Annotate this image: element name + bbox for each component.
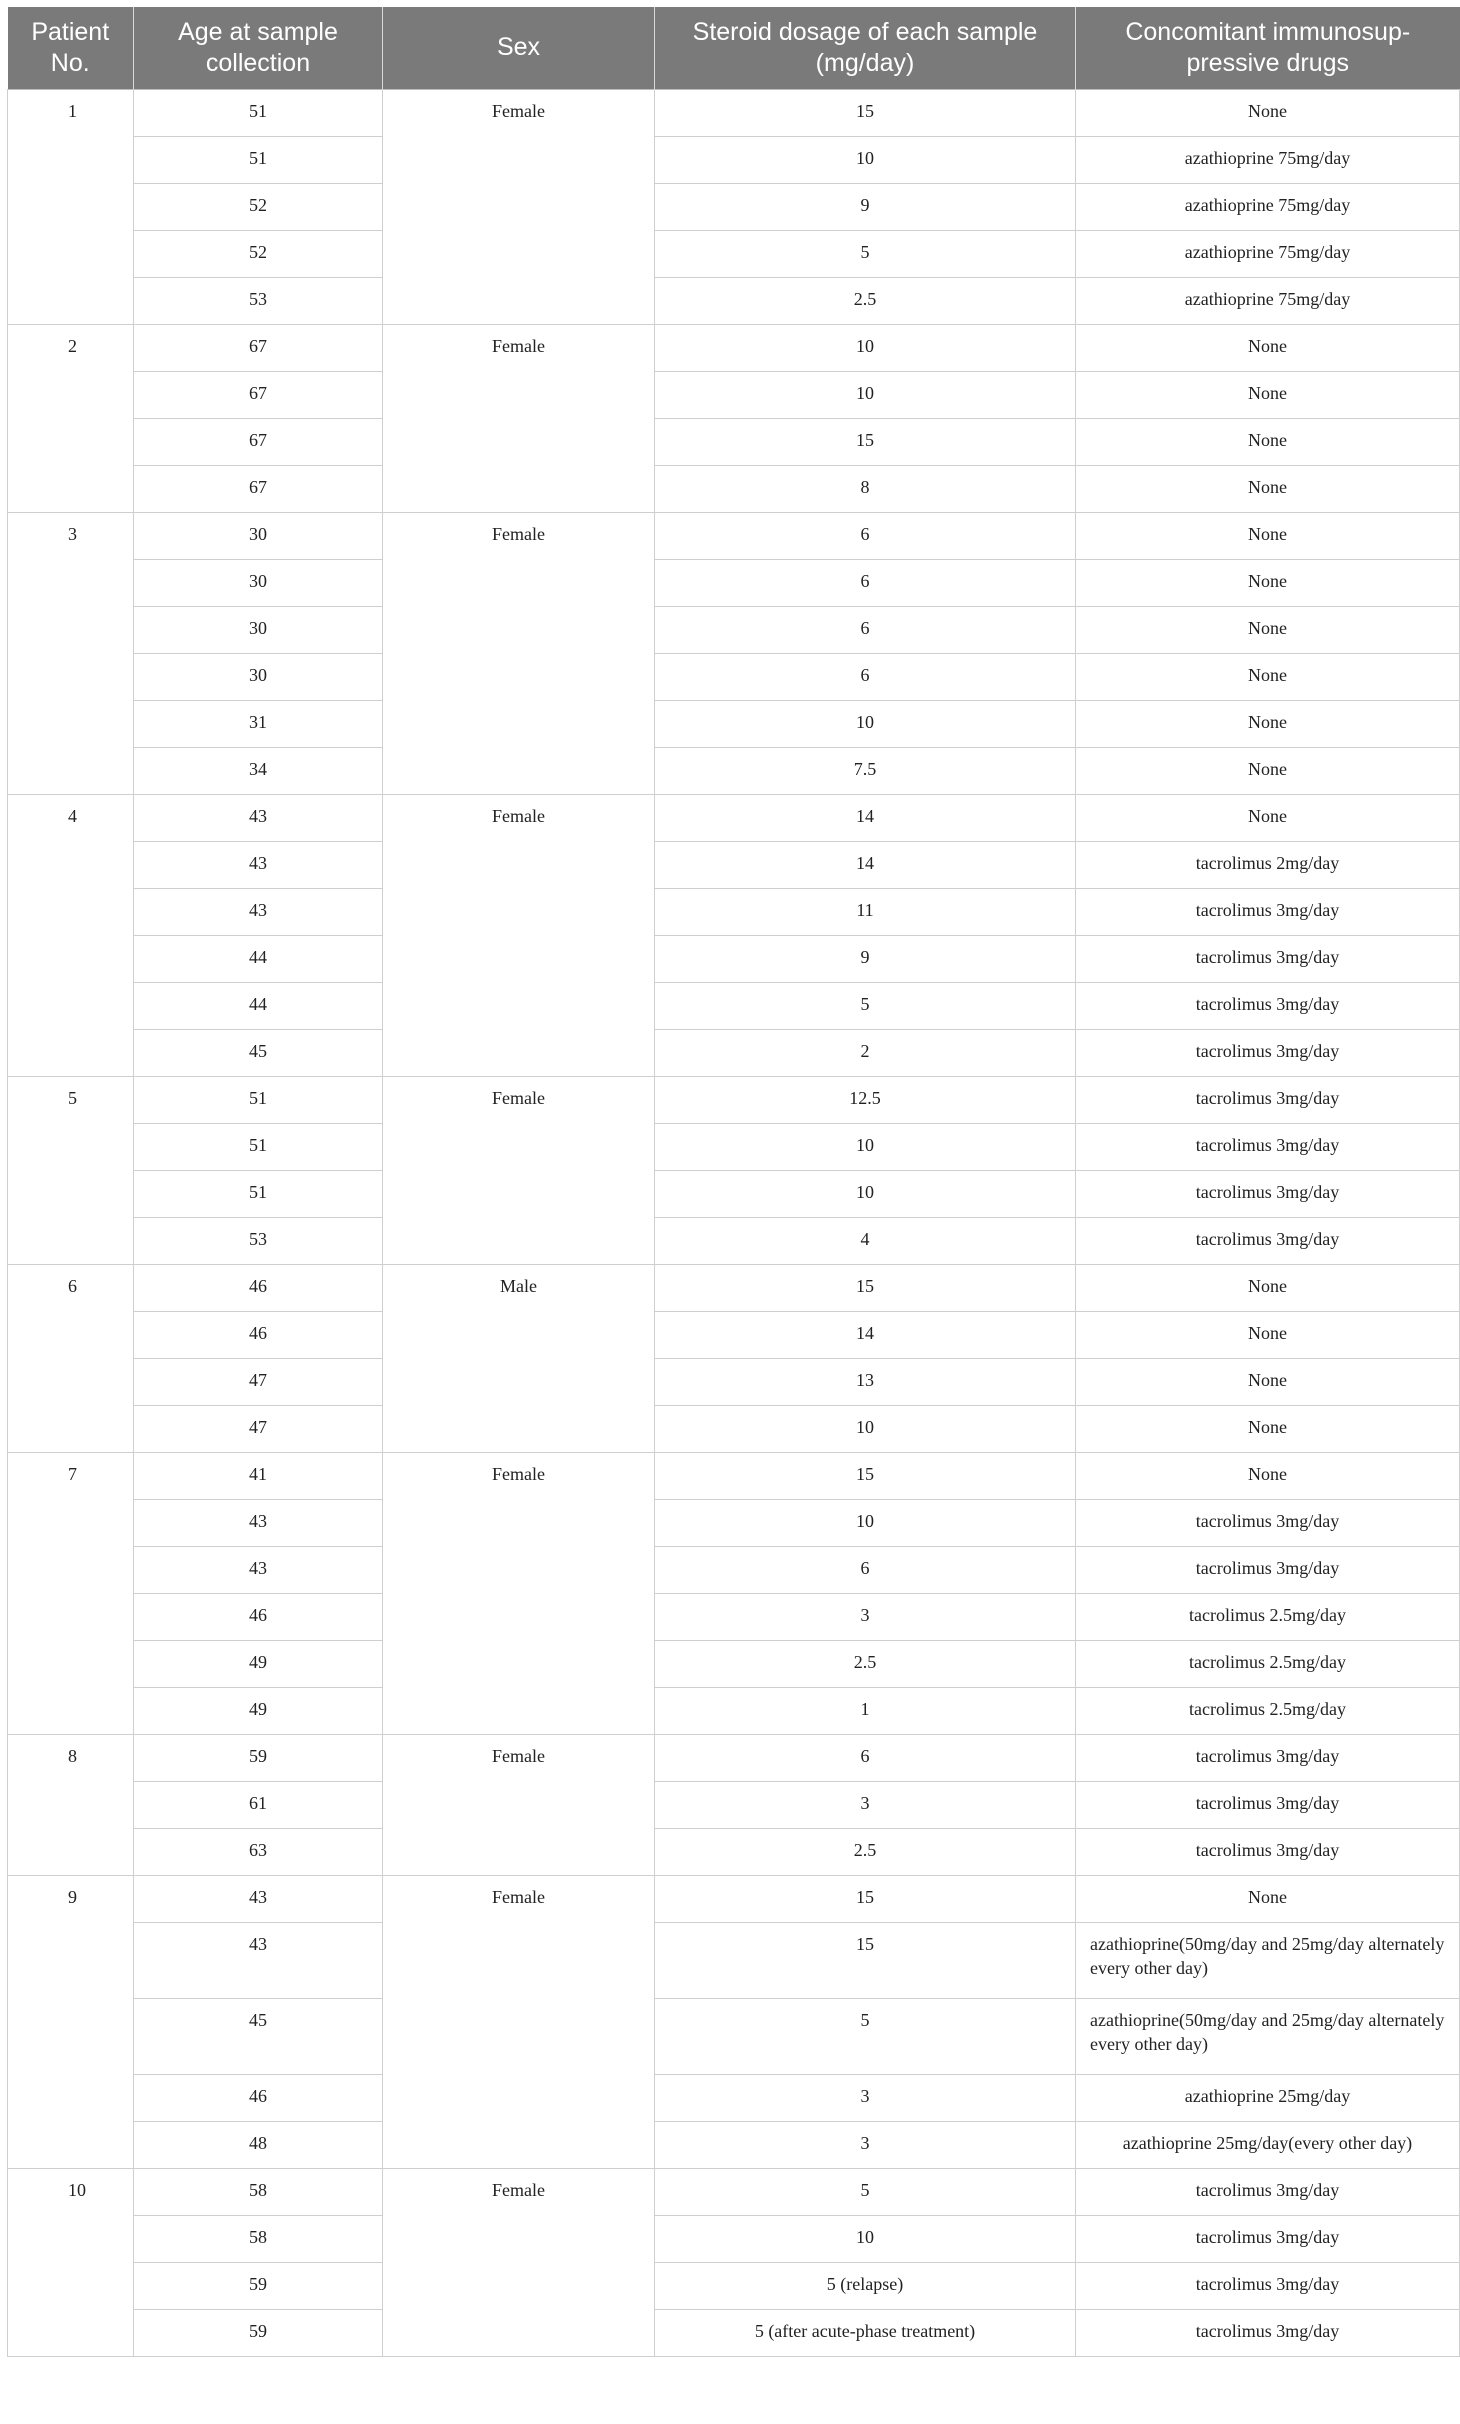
table-row <box>8 1593 1460 1640</box>
table-row <box>8 277 1460 324</box>
table-row <box>8 324 1460 371</box>
steroid-dosage-cell: 12.5 <box>655 1076 1076 1123</box>
age-cell: 52 <box>134 230 383 277</box>
immunosuppressive-drug-cell: tacrolimus 3mg/day <box>1076 1828 1460 1875</box>
immunosuppressive-drug-cell: tacrolimus 3mg/day <box>1076 1076 1460 1123</box>
steroid-dosage-cell: 10 <box>655 371 1076 418</box>
table-row <box>8 512 1460 559</box>
age-cell: 58 <box>134 2215 383 2262</box>
table-row <box>8 1998 1460 2074</box>
steroid-dosage-cell: 5 <box>655 230 1076 277</box>
age-cell: 30 <box>134 512 383 559</box>
age-cell: 43 <box>134 1499 383 1546</box>
age-cell: 53 <box>134 277 383 324</box>
table-row <box>8 982 1460 1029</box>
steroid-dosage-cell: 9 <box>655 935 1076 982</box>
steroid-dosage-cell: 10 <box>655 1499 1076 1546</box>
age-cell: 52 <box>134 183 383 230</box>
age-cell: 44 <box>134 935 383 982</box>
table-row <box>8 465 1460 512</box>
age-cell: 31 <box>134 700 383 747</box>
age-cell: 51 <box>134 89 383 136</box>
steroid-dosage-cell: 10 <box>655 1123 1076 1170</box>
steroid-dosage-cell: 10 <box>655 1170 1076 1217</box>
table-row <box>8 1076 1460 1123</box>
age-cell: 49 <box>134 1640 383 1687</box>
header-steroid-dosage: Steroid dosage of each sample (mg/day) <box>655 7 1076 89</box>
steroid-dosage-cell: 15 <box>655 1452 1076 1499</box>
age-cell: 59 <box>134 1734 383 1781</box>
table-row <box>8 1264 1460 1311</box>
table-row <box>8 1687 1460 1734</box>
table-row <box>8 935 1460 982</box>
age-cell: 45 <box>134 1029 383 1076</box>
age-cell: 30 <box>134 559 383 606</box>
immunosuppressive-drug-cell: None <box>1076 512 1460 559</box>
steroid-dosage-cell: 6 <box>655 606 1076 653</box>
age-cell: 46 <box>134 1264 383 1311</box>
table-row <box>8 89 1460 136</box>
table-row <box>8 1546 1460 1593</box>
table-row <box>8 700 1460 747</box>
age-cell: 58 <box>134 2168 383 2215</box>
steroid-dosage-cell: 10 <box>655 2215 1076 2262</box>
immunosuppressive-drug-cell: tacrolimus 2.5mg/day <box>1076 1593 1460 1640</box>
immunosuppressive-drug-cell: None <box>1076 371 1460 418</box>
immunosuppressive-drug-cell: tacrolimus 2.5mg/day <box>1076 1640 1460 1687</box>
table-row <box>8 1452 1460 1499</box>
immunosuppressive-drug-cell: tacrolimus 3mg/day <box>1076 2262 1460 2309</box>
sex-cell: Female <box>383 1875 655 2168</box>
patient-samples-table <box>7 7 1460 2357</box>
age-cell: 51 <box>134 1123 383 1170</box>
sex-cell: Female <box>383 794 655 1076</box>
table-row <box>8 2215 1460 2262</box>
steroid-dosage-cell: 5 <box>655 2168 1076 2215</box>
immunosuppressive-drug-cell: None <box>1076 89 1460 136</box>
age-cell: 46 <box>134 1593 383 1640</box>
immunosuppressive-drug-cell: tacrolimus 3mg/day <box>1076 1123 1460 1170</box>
table-row <box>8 136 1460 183</box>
immunosuppressive-drug-cell: azathioprine 25mg/day(every other day) <box>1076 2121 1460 2168</box>
header-age: Age at sample collection <box>134 7 383 89</box>
table-row <box>8 1922 1460 1998</box>
immunosuppressive-drug-cell: tacrolimus 3mg/day <box>1076 1217 1460 1264</box>
table-row <box>8 2168 1460 2215</box>
age-cell: 43 <box>134 841 383 888</box>
age-cell: 47 <box>134 1358 383 1405</box>
patient-no-cell: 3 <box>8 512 134 794</box>
steroid-dosage-cell: 5 <box>655 982 1076 1029</box>
steroid-dosage-cell: 15 <box>655 1875 1076 1922</box>
steroid-dosage-cell: 10 <box>655 1405 1076 1452</box>
immunosuppressive-drug-cell: None <box>1076 747 1460 794</box>
immunosuppressive-drug-cell: None <box>1076 559 1460 606</box>
steroid-dosage-cell: 10 <box>655 700 1076 747</box>
patient-no-cell: 10 <box>8 2168 134 2356</box>
immunosuppressive-drug-cell: azathioprine(50mg/day and 25mg/day alternately every other day) <box>1076 1998 1460 2074</box>
header-row <box>8 7 1460 89</box>
table-row <box>8 1640 1460 1687</box>
table-row <box>8 841 1460 888</box>
immunosuppressive-drug-cell: tacrolimus 3mg/day <box>1076 1170 1460 1217</box>
immunosuppressive-drug-cell: None <box>1076 1875 1460 1922</box>
immunosuppressive-drug-cell: None <box>1076 794 1460 841</box>
table-row <box>8 1405 1460 1452</box>
steroid-dosage-cell: 8 <box>655 465 1076 512</box>
age-cell: 67 <box>134 371 383 418</box>
immunosuppressive-drug-cell: None <box>1076 1452 1460 1499</box>
age-cell: 61 <box>134 1781 383 1828</box>
table-row <box>8 653 1460 700</box>
age-cell: 67 <box>134 465 383 512</box>
sex-cell: Male <box>383 1264 655 1452</box>
immunosuppressive-drug-cell: tacrolimus 3mg/day <box>1076 888 1460 935</box>
header-patient-no: Patient No. <box>8 7 134 89</box>
immunosuppressive-drug-cell: azathioprine 25mg/day <box>1076 2074 1460 2121</box>
patient-no-cell: 2 <box>8 324 134 512</box>
age-cell: 49 <box>134 1687 383 1734</box>
table-row <box>8 794 1460 841</box>
immunosuppressive-drug-cell: tacrolimus 2mg/day <box>1076 841 1460 888</box>
steroid-dosage-cell: 3 <box>655 2074 1076 2121</box>
age-cell: 43 <box>134 1546 383 1593</box>
immunosuppressive-drug-cell: tacrolimus 3mg/day <box>1076 2168 1460 2215</box>
steroid-dosage-cell: 9 <box>655 183 1076 230</box>
immunosuppressive-drug-cell: None <box>1076 1405 1460 1452</box>
age-cell: 67 <box>134 418 383 465</box>
immunosuppressive-drug-cell: azathioprine(50mg/day and 25mg/day alternately every other day) <box>1076 1922 1460 1998</box>
table-row <box>8 371 1460 418</box>
steroid-dosage-cell: 6 <box>655 1734 1076 1781</box>
age-cell: 43 <box>134 1875 383 1922</box>
immunosuppressive-drug-cell: tacrolimus 3mg/day <box>1076 982 1460 1029</box>
immunosuppressive-drug-cell: None <box>1076 700 1460 747</box>
table-row <box>8 1170 1460 1217</box>
steroid-dosage-cell: 14 <box>655 841 1076 888</box>
sex-cell: Female <box>383 324 655 512</box>
immunosuppressive-drug-cell: tacrolimus 2.5mg/day <box>1076 1687 1460 1734</box>
table-row <box>8 1499 1460 1546</box>
steroid-dosage-cell: 3 <box>655 1593 1076 1640</box>
table-row <box>8 1029 1460 1076</box>
steroid-dosage-cell: 2.5 <box>655 277 1076 324</box>
immunosuppressive-drug-cell: None <box>1076 418 1460 465</box>
age-cell: 46 <box>134 2074 383 2121</box>
patient-no-cell: 1 <box>8 89 134 324</box>
table-row <box>8 2074 1460 2121</box>
immunosuppressive-drug-cell: tacrolimus 3mg/day <box>1076 1781 1460 1828</box>
immunosuppressive-drug-cell: azathioprine 75mg/day <box>1076 183 1460 230</box>
sex-cell: Female <box>383 2168 655 2356</box>
steroid-dosage-cell: 6 <box>655 1546 1076 1593</box>
age-cell: 51 <box>134 136 383 183</box>
table-row <box>8 2121 1460 2168</box>
steroid-dosage-cell: 15 <box>655 89 1076 136</box>
age-cell: 45 <box>134 1998 383 2074</box>
sex-cell: Female <box>383 1452 655 1734</box>
steroid-dosage-cell: 4 <box>655 1217 1076 1264</box>
table-row <box>8 183 1460 230</box>
immunosuppressive-drug-cell: azathioprine 75mg/day <box>1076 136 1460 183</box>
immunosuppressive-drug-cell: None <box>1076 1311 1460 1358</box>
patient-no-cell: 4 <box>8 794 134 1076</box>
age-cell: 43 <box>134 888 383 935</box>
table-row <box>8 1875 1460 1922</box>
steroid-dosage-cell: 6 <box>655 653 1076 700</box>
age-cell: 63 <box>134 1828 383 1875</box>
patient-no-cell: 6 <box>8 1264 134 1452</box>
steroid-dosage-cell: 5 (relapse) <box>655 2262 1076 2309</box>
age-cell: 51 <box>134 1170 383 1217</box>
steroid-dosage-cell: 14 <box>655 1311 1076 1358</box>
age-cell: 51 <box>134 1076 383 1123</box>
steroid-dosage-cell: 15 <box>655 1264 1076 1311</box>
immunosuppressive-drug-cell: None <box>1076 465 1460 512</box>
steroid-dosage-cell: 11 <box>655 888 1076 935</box>
steroid-dosage-cell: 3 <box>655 2121 1076 2168</box>
steroid-dosage-cell: 15 <box>655 1922 1076 1998</box>
immunosuppressive-drug-cell: None <box>1076 653 1460 700</box>
age-cell: 30 <box>134 653 383 700</box>
age-cell: 34 <box>134 747 383 794</box>
steroid-dosage-cell: 14 <box>655 794 1076 841</box>
age-cell: 44 <box>134 982 383 1029</box>
steroid-dosage-cell: 2.5 <box>655 1640 1076 1687</box>
steroid-dosage-cell: 3 <box>655 1781 1076 1828</box>
age-cell: 67 <box>134 324 383 371</box>
header-sex: Sex <box>383 7 655 89</box>
age-cell: 30 <box>134 606 383 653</box>
table-row <box>8 1311 1460 1358</box>
table-row <box>8 2309 1460 2356</box>
immunosuppressive-drug-cell: None <box>1076 1264 1460 1311</box>
steroid-dosage-cell: 2 <box>655 1029 1076 1076</box>
steroid-dosage-cell: 6 <box>655 559 1076 606</box>
age-cell: 43 <box>134 794 383 841</box>
table-row <box>8 2262 1460 2309</box>
age-cell: 47 <box>134 1405 383 1452</box>
table-header <box>8 7 1460 89</box>
patient-no-cell: 5 <box>8 1076 134 1264</box>
age-cell: 59 <box>134 2262 383 2309</box>
immunosuppressive-drug-cell: None <box>1076 1358 1460 1405</box>
steroid-dosage-cell: 7.5 <box>655 747 1076 794</box>
sex-cell: Female <box>383 1076 655 1264</box>
immunosuppressive-drug-cell: tacrolimus 3mg/day <box>1076 2215 1460 2262</box>
table-row <box>8 1828 1460 1875</box>
sex-cell: Female <box>383 1734 655 1875</box>
steroid-dosage-cell: 6 <box>655 512 1076 559</box>
age-cell: 43 <box>134 1922 383 1998</box>
table-row <box>8 747 1460 794</box>
immunosuppressive-drug-cell: tacrolimus 3mg/day <box>1076 1734 1460 1781</box>
age-cell: 46 <box>134 1311 383 1358</box>
immunosuppressive-drug-cell: tacrolimus 3mg/day <box>1076 1029 1460 1076</box>
steroid-dosage-cell: 1 <box>655 1687 1076 1734</box>
age-cell: 59 <box>134 2309 383 2356</box>
sex-cell: Female <box>383 512 655 794</box>
patient-no-cell: 8 <box>8 1734 134 1875</box>
immunosuppressive-drug-cell: tacrolimus 3mg/day <box>1076 935 1460 982</box>
immunosuppressive-drug-cell: tacrolimus 3mg/day <box>1076 2309 1460 2356</box>
steroid-dosage-cell: 10 <box>655 136 1076 183</box>
table-row <box>8 559 1460 606</box>
table-row <box>8 1217 1460 1264</box>
patient-no-cell: 9 <box>8 1875 134 2168</box>
table-row <box>8 418 1460 465</box>
steroid-dosage-cell: 2.5 <box>655 1828 1076 1875</box>
steroid-dosage-cell: 5 (after acute-phase treatment) <box>655 2309 1076 2356</box>
table-row <box>8 606 1460 653</box>
immunosuppressive-drug-cell: None <box>1076 606 1460 653</box>
sex-cell: Female <box>383 89 655 324</box>
immunosuppressive-drug-cell: None <box>1076 324 1460 371</box>
table-row <box>8 1781 1460 1828</box>
table-row <box>8 1123 1460 1170</box>
age-cell: 41 <box>134 1452 383 1499</box>
table-body <box>8 89 1460 2356</box>
immunosuppressive-drug-cell: azathioprine 75mg/day <box>1076 277 1460 324</box>
immunosuppressive-drug-cell: tacrolimus 3mg/day <box>1076 1499 1460 1546</box>
table-row <box>8 1734 1460 1781</box>
age-cell: 48 <box>134 2121 383 2168</box>
table-row <box>8 1358 1460 1405</box>
steroid-dosage-cell: 5 <box>655 1998 1076 2074</box>
immunosuppressive-drug-cell: azathioprine 75mg/day <box>1076 230 1460 277</box>
age-cell: 53 <box>134 1217 383 1264</box>
patient-no-cell: 7 <box>8 1452 134 1734</box>
steroid-dosage-cell: 10 <box>655 324 1076 371</box>
immunosuppressive-drug-cell: tacrolimus 3mg/day <box>1076 1546 1460 1593</box>
table-row <box>8 888 1460 935</box>
steroid-dosage-cell: 15 <box>655 418 1076 465</box>
header-immunosuppressive-drugs: Concomitant immunosup-pressive drugs <box>1076 7 1460 89</box>
steroid-dosage-cell: 13 <box>655 1358 1076 1405</box>
table-row <box>8 230 1460 277</box>
